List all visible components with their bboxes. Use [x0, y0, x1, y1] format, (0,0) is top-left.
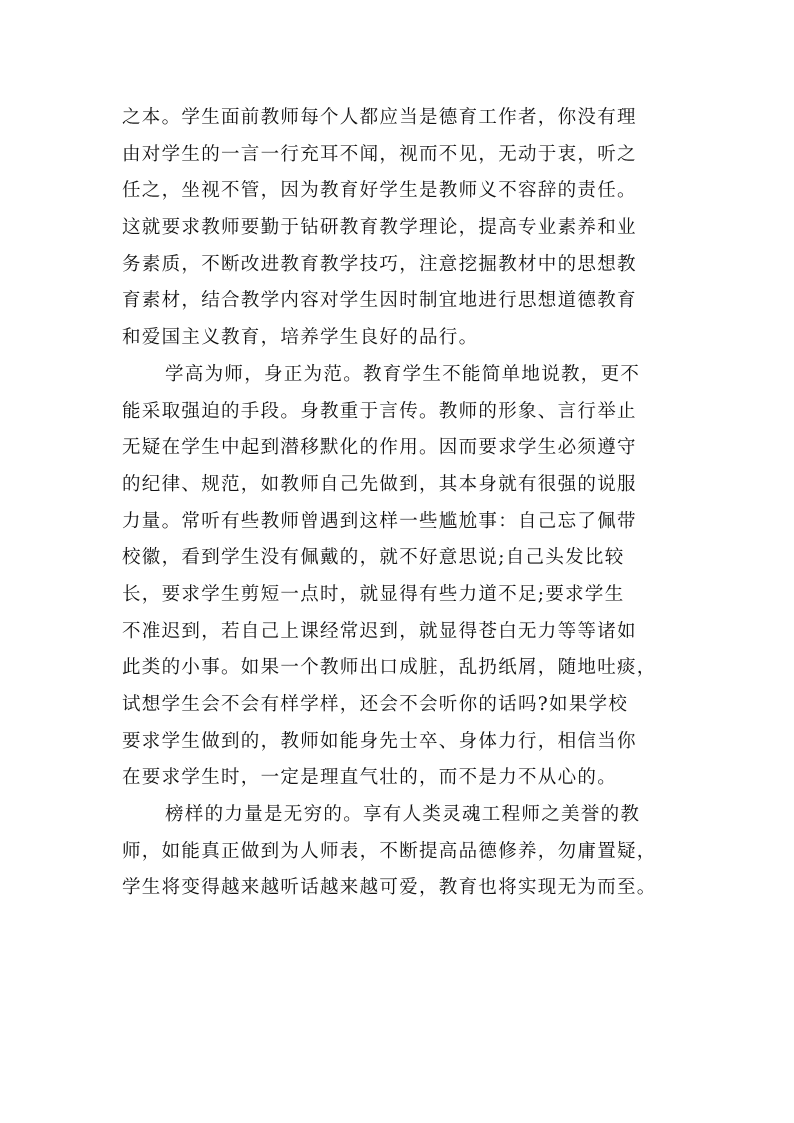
text-line: 校徽，看到学生没有佩戴的，就不好意思说;自己头发比较 — [122, 547, 625, 569]
text-line: 无疑在学生中起到潜移默化的作用。因而要求学生必须遵守 — [122, 437, 637, 459]
text-line: 育素材，结合教学内容对学生因时制宜地进行思想道德教育 — [122, 290, 637, 312]
text-line: 学生将变得越来越听话越来越可爱，教育也将实现无为而至。 — [122, 877, 657, 899]
paragraph-role-model — [122, 357, 688, 797]
text-line: 和爱国主义教育，培养学生良好的品行。 — [122, 327, 479, 349]
text-line: 试想学生会不会有样学样，还会不会听你的话吗?如果学校 — [122, 694, 629, 715]
text-line-first: 学高为师，身正为范。教育学生不能简单地说教，更不 — [165, 363, 641, 385]
paragraph-continued — [122, 100, 688, 357]
text-line-first: 榜样的力量是无穷的。享有人类灵魂工程师之美誉的教 — [165, 804, 641, 826]
text-line: 要求学生做到的，教师如能身先士卒、身体力行，相信当你 — [122, 730, 637, 752]
text-line: 之本。学生面前教师每个人都应当是德育工作者，你没有理 — [122, 107, 637, 128]
text-line: 能采取强迫的手段。身教重于言传。教师的形象、言行举止 — [122, 400, 637, 422]
text-line: 任之，坐视不管，因为教育好学生是教师义不容辞的责任。 — [122, 180, 637, 202]
text-line: 长，要求学生剪短一点时，就显得有些力道不足;要求学生 — [122, 583, 625, 605]
text-line: 师，如能真正做到为人师表，不断提高品德修养，勿庸置疑， — [122, 840, 657, 862]
paragraph-example-power — [122, 797, 688, 907]
text-line: 力量。常听有些教师曾遇到这样一些尴尬事：自己忘了佩带 — [122, 510, 637, 532]
text-line: 此类的小事。如果一个教师出口成脏，乱扔纸屑，随地吐痰， — [122, 657, 657, 679]
text-line: 由对学生的一言一行充耳不闻，视而不见，无动于衷，听之 — [122, 143, 637, 165]
text-line: 不准迟到，若自己上课经常迟到，就显得苍白无力等等诸如 — [122, 620, 637, 642]
text-line: 的纪律、规范，如教师自己先做到，其本身就有很强的说服 — [122, 473, 637, 495]
document-page — [122, 100, 688, 907]
text-line: 在要求学生时，一定是理直气壮的，而不是力不从心的。 — [122, 767, 618, 789]
text-line: 这就要求教师要勤于钻研教育教学理论，提高专业素养和业 — [122, 217, 637, 239]
text-line: 务素质，不断改进教育教学技巧，注意挖掘教材中的思想教 — [122, 253, 637, 275]
